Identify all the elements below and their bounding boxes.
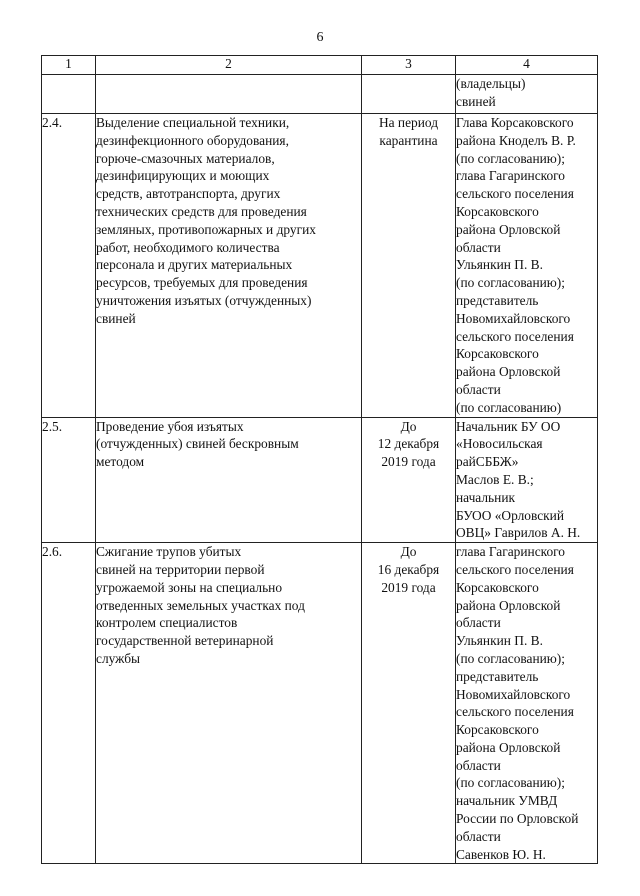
responsible-cell: (владельцы) свиней (456, 75, 598, 114)
term-cell: На период карантина (362, 114, 456, 418)
task-cell: Сжигание трупов убитых свиней на территории первой угрожаемой зоны на специально отведенных земельных участках под контролем специалистов государственной ветеринарной службы (96, 543, 362, 864)
task-cell: Проведение убоя изъятых (отчужденных) свиней бескровным методом (96, 417, 362, 543)
table-row (42, 114, 598, 418)
term-cell: До 16 декабря 2019 года (362, 543, 456, 864)
column-header: 2 (96, 56, 362, 75)
column-header: 3 (362, 56, 456, 75)
row-number-cell: 2.6. (42, 543, 96, 864)
responsible-cell: Глава Корсаковского района Кноделъ В. Р. (по согласованию); глава Гагаринского сельского поселения Корсаковского района Орловской области Ульянкин П. В. (по согласованию); представитель Новомихайловского сельского поселения Корсаковского района Орловской области (по согласованию) (456, 114, 598, 418)
page-number: 6 (316, 30, 324, 45)
task-cell (96, 75, 362, 114)
column-header: 1 (42, 56, 96, 75)
term-cell (362, 75, 456, 114)
row-number-cell: 2.4. (42, 114, 96, 418)
row-number-cell: 2.5. (42, 417, 96, 543)
table-row (42, 417, 598, 543)
responsible-cell: Начальник БУ ОО «Новосильская райСББЖ» Маслов Е. В.; начальник БУОО «Орловский ОВЦ» Гаврилов А. Н. (456, 417, 598, 543)
table-row (42, 75, 598, 114)
responsible-cell: глава Гагаринского сельского поселения Корсаковского района Орловской области Ульянкин П. В. (по согласованию); представитель Новомихайловского сельского поселения Корсаковского района Орловской области (по согласованию); начальник УМВД России по Орловской области Савенков Ю. Н. (456, 543, 598, 864)
table-header-row (42, 56, 598, 75)
column-header: 4 (456, 56, 598, 75)
row-number-cell (42, 75, 96, 114)
table-row (42, 543, 598, 864)
measures-table (41, 55, 598, 864)
task-cell: Выделение специальной техники, дезинфекционного оборудования, горюче-смазочных материалов, дезинфицирующих и моющих средств, автотранспорта, других технических средств для проведения земляных, противопожарных и других работ, необходимого количества персонала и других материальных ресурсов, требуемых для проведения уничтожения изъятых (отчужденных) свиней (96, 114, 362, 418)
term-cell: До 12 декабря 2019 года (362, 417, 456, 543)
